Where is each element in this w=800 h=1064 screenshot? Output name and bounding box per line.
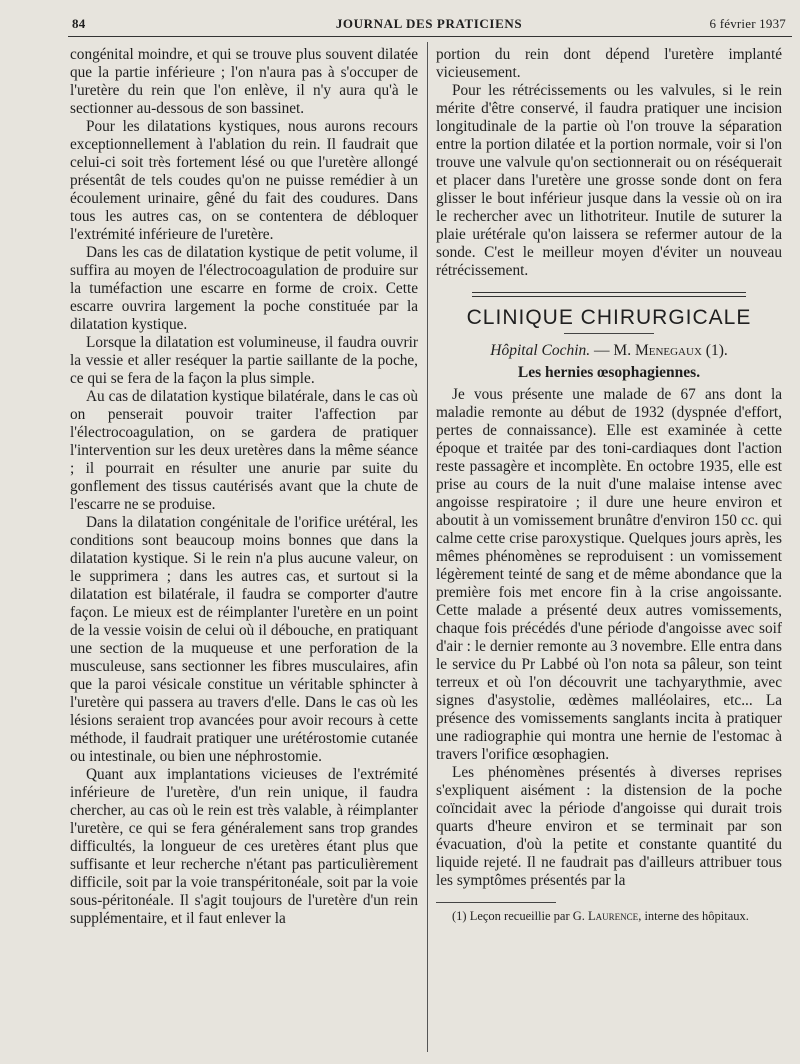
right-column-body xyxy=(436,386,782,890)
footnote xyxy=(436,909,782,923)
footnote-text: (1) Leçon recueillie par G. xyxy=(452,909,589,923)
right-column-top xyxy=(436,46,782,280)
footnote-tail: , interne des hôpitaux. xyxy=(638,909,749,923)
issue-date: 6 février 1937 xyxy=(709,16,786,31)
right-column xyxy=(436,46,782,923)
journal-title: JOURNAL DES PRATICIENS xyxy=(335,16,523,31)
paragraph: Pour les rétrécissements ou les valvules, si le rein mérite d'être conservé, il faudra pratiquer une incision longitudinale de la partie où l'on trouve la séparation entre la portion dilatée et la portion normale, voir si l'on trouve une valvule qu'on sectionnerait ou on réséquerait et placer dans l'uretère une grosse sonde dont on fera glisser le bout inférieur jusque dans la vessie où on ira le rechercher avec un lithotriteur. Inutile de suturer la plaie urétérale qu'on laissera se refermer autour de la sonde. C'est le meilleur moyen d'éviter un nouveau rétrécissement. xyxy=(436,82,782,279)
author-name: Menegaux xyxy=(634,342,702,359)
paragraph: Quant aux implantations vicieuses de l'extrémité inférieure de l'uretère, d'un rein unique, il faudra chercher, au cas où le rein est très valable, à réimplanter l'uretère, ce qui se fera généralement sans trop grandes difficultés, la longueur de ces uretères étant plus que suffisante et leur recherche n'étant pas particulièrement difficile, soit par la voie transpéritonéale, soit par la voie sous-péritonéale. Il s'agit toujours de l'uretère d'un rein supplémentaire, et il faut enlever la xyxy=(70,766,418,927)
paragraph: Les phénomènes présentés à diverses reprises s'expliquent aisément : la distension de la poche coïncidait avec la période d'angoisse qui durait trois quarts d'heure environ et se terminait par son évacuation, d'où la petite et constante quantité du liquide rejeté. Il ne faudrait pas d'ailleurs attribuer tous les symptômes présentés par la xyxy=(436,764,782,889)
section-title: CLINIQUE CHIRURGICALE xyxy=(466,306,752,329)
running-head xyxy=(72,14,786,36)
paragraph: portion du rein dont dépend l'uretère implanté vicieusement. xyxy=(436,46,782,81)
hospital-line xyxy=(436,342,782,360)
paragraph: Je vous présente une malade de 67 ans dont la maladie remonte au début de 1932 (dyspnée d'effort, pertes de connaissance). Elle est examinée à cette époque et traitée par des toni-cardiaques dont l'action reste passagère et incomplète. En octobre 1935, elle est prise au cours de la nuit d'une malaise intense avec angoisse respiratoire ; il dure une heure environ et aboutit à un vomissement brunâtre d'environ 150 cc. qui calme cette crise paroxystique. Quelques jours après, les mêmes phénomènes se reproduisent : un vomissement légèrement teinté de sang et de même abondance que la première fois met encore fin à la crise angoissante. Cette malade a présenté deux autres vomissements, chaque fois précédés d'une période d'angoisse avec soif d'air : le dernier remonte au 3 novembre. Elle entra dans le service du Pr Labbé où l'on nota sa pâleur, son teint terreux et où l'on découvrit une tachyarythmie, avec signes d'asystolie, œdèmes malléolaires, etc... La présence des vomissements sanglants incita à pratiquer une radiographie qui montra une hernie de l'estomac à travers l'orifice œsophagien. xyxy=(436,386,782,763)
footnote-name: Laurence xyxy=(588,909,639,923)
paragraph: Dans la dilatation congénitale de l'orifice urétéral, les conditions sont beaucoup moins bonnes que dans la dilatation kystique. Si le rein n'a plus aucune valeur, on le supprimera ; dans les autres cas, et surtout si la dilatation est bilatérale, il faudra se comporter d'autre façon. Le mieux est de réimplanter l'uretère en un point de la vessie voisin de celui où il débouche, en pratiquant une section de la muqueuse et une perforation de la musculeuse, sans sectionner les fibres musculaires, afin que la paroi vésicale constitue un véritable sphincter à l'uretère qui passera au travers d'elle. Dans le cas où les lésions seraient trop avancées pour avoir recours à cette méthode, il faudrait pratiquer une urétérostomie cutanée ou intestinale, ou bien une néphrostomie. xyxy=(70,514,418,765)
hospital-name: Hôpital Cochin. xyxy=(490,342,591,359)
footnote-mark: (1). xyxy=(701,342,728,359)
lecture-title: Les hernies œsophagiennes. xyxy=(517,364,701,381)
paragraph: Dans les cas de dilatation kystique de petit volume, il suffira au moyen de l'électrocoagulation de produire sur la tuméfaction une escarre en forme de croix. Cette escarre ouvrira largement la poche constituée par la dilatation kystique. xyxy=(70,244,418,333)
title-rule xyxy=(564,333,654,334)
page-number: 84 xyxy=(72,16,86,31)
paragraph: Pour les dilatations kystiques, nous aurons recours exceptionnellement à l'ablation du rein. Il faudrait que celui-ci soit très fortement lésé ou que l'uretère allongé présentât de tels coudes qu'on ne puisse remédier à un écoulement urinaire, gêné du fait des coudures. Dans tous les autres cas, on se contentera de débloquer l'extrémité inférieure de l'uretère. xyxy=(70,118,418,243)
section-divider xyxy=(472,292,746,297)
paragraph: Au cas de dilatation kystique bilatérale, dans le cas où on penserait pouvoir traiter l'affection par l'électrocoagulation, on se gardera de pratiquer l'intervention sur les deux uretères dans la même séance ; il pourrait en résulter une anurie par suite du gonflement des tissus cautérisés avant que la chute de l'escarre ne se produise. xyxy=(70,388,418,513)
paragraph: congénital moindre, et qui se trouve plus souvent dilatée que la partie inférieure ; l'on n'aura pas à s'occuper de l'uretère du rein que l'on enlève, il n'y aura qu'à le sectionner au-dessous de son bassinet. xyxy=(70,46,418,117)
paragraph: Lorsque la dilatation est volumineuse, il faudra ouvrir la vessie et aller reséquer la partie saillante de la poche, ce qui se fera de la façon la plus simple. xyxy=(70,334,418,387)
column-divider xyxy=(427,42,428,1052)
footnote-rule xyxy=(436,902,556,903)
author-prefix: — M. xyxy=(590,342,635,359)
header-rule xyxy=(68,36,792,37)
left-column xyxy=(70,46,418,928)
